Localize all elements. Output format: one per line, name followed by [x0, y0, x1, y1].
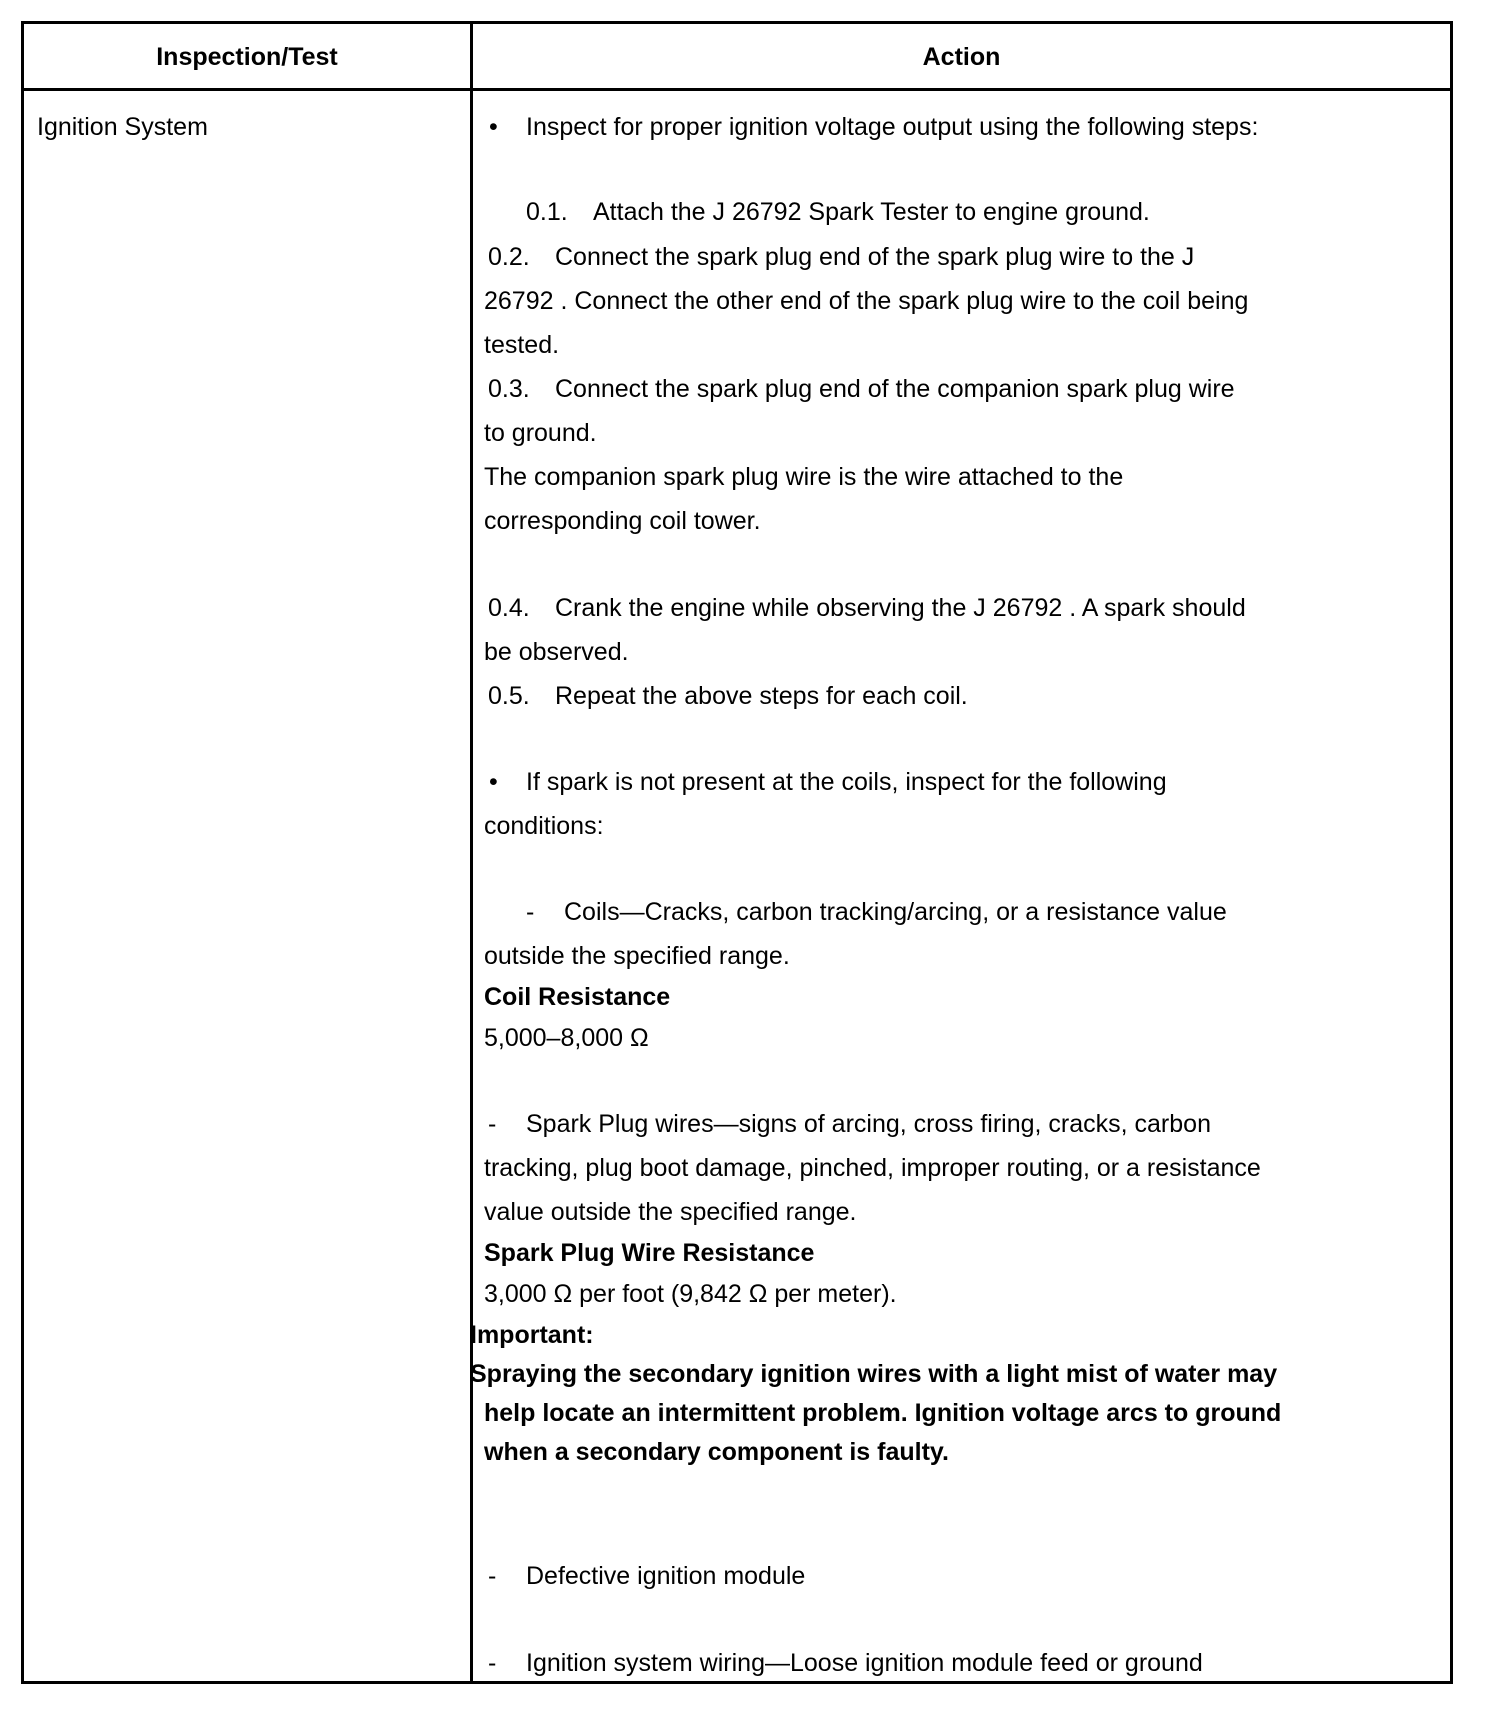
- dash-marker: -: [488, 1562, 497, 1590]
- dash-marker: -: [488, 1649, 497, 1677]
- header-inspection-test: Inspection/Test: [156, 43, 338, 71]
- step-connect-companion-line2: to ground.: [484, 419, 597, 447]
- step-number: 0.4.: [488, 594, 530, 622]
- bullet-marker: •: [489, 113, 498, 141]
- condition-coils-line2: outside the specified range.: [484, 942, 790, 970]
- step-attach-tester: Attach the J 26792 Spark Tester to engine ground.: [593, 198, 1150, 226]
- header-action: Action: [922, 43, 1001, 71]
- dash-marker: -: [488, 1110, 497, 1138]
- important-text-line1: Spraying the secondary ignition wires with a light mist of water may: [470, 1360, 1278, 1388]
- step-number: 0.5.: [488, 682, 530, 710]
- step-crank-engine-line2: be observed.: [484, 638, 629, 666]
- row-label-ignition-system: Ignition System: [37, 113, 208, 141]
- step-connect-plug-wire-line2: 26792 . Connect the other end of the spark plug wire to the coil being: [484, 287, 1249, 315]
- condition-wires-line1: Spark Plug wires—signs of arcing, cross firing, cracks, carbon: [526, 1110, 1211, 1138]
- header-rule: [24, 88, 1450, 91]
- dash-marker: -: [526, 898, 535, 926]
- condition-wires-line2: tracking, plug boot damage, pinched, improper routing, or a resistance: [484, 1154, 1261, 1182]
- step-connect-companion-line1: Connect the spark plug end of the companion spark plug wire: [555, 375, 1235, 403]
- bullet-marker: •: [489, 768, 498, 796]
- wire-resistance-value: 3,000 Ω per foot (9,842 Ω per meter).: [484, 1280, 897, 1308]
- condition-ignition-wiring: Ignition system wiring—Loose ignition module feed or ground: [526, 1649, 1203, 1677]
- step-number: 0.1.: [526, 198, 568, 226]
- column-divider: [470, 24, 473, 1681]
- step-number: 0.2.: [488, 243, 530, 271]
- important-label: Important:: [470, 1321, 594, 1349]
- coil-resistance-value: 5,000–8,000 Ω: [484, 1024, 649, 1052]
- step-crank-engine-line1: Crank the engine while observing the J 26792 . A spark should: [555, 594, 1246, 622]
- important-text-line2: help locate an intermittent problem. Ignition voltage arcs to ground: [484, 1399, 1282, 1427]
- bullet-inspect-voltage: Inspect for proper ignition voltage output using the following steps:: [526, 113, 1259, 141]
- companion-note-line2: corresponding coil tower.: [484, 507, 761, 535]
- companion-note-line1: The companion spark plug wire is the wire attached to the: [484, 463, 1124, 491]
- condition-wires-line3: value outside the specified range.: [484, 1198, 857, 1226]
- step-connect-plug-wire-line3: tested.: [484, 331, 560, 359]
- condition-ignition-module: Defective ignition module: [526, 1562, 806, 1590]
- step-connect-plug-wire-line1: Connect the spark plug end of the spark plug wire to the J: [555, 243, 1195, 271]
- wire-resistance-label: Spark Plug Wire Resistance: [484, 1239, 815, 1267]
- coil-resistance-label: Coil Resistance: [484, 983, 671, 1011]
- important-text-line3: when a secondary component is faulty.: [484, 1438, 949, 1466]
- bullet-spark-absent-line2: conditions:: [484, 812, 604, 840]
- condition-coils-line1: Coils—Cracks, carbon tracking/arcing, or a resistance value: [564, 898, 1227, 926]
- step-repeat: Repeat the above steps for each coil.: [555, 682, 968, 710]
- step-number: 0.3.: [488, 375, 530, 403]
- bullet-spark-absent-line1: If spark is not present at the coils, inspect for the following: [526, 768, 1167, 796]
